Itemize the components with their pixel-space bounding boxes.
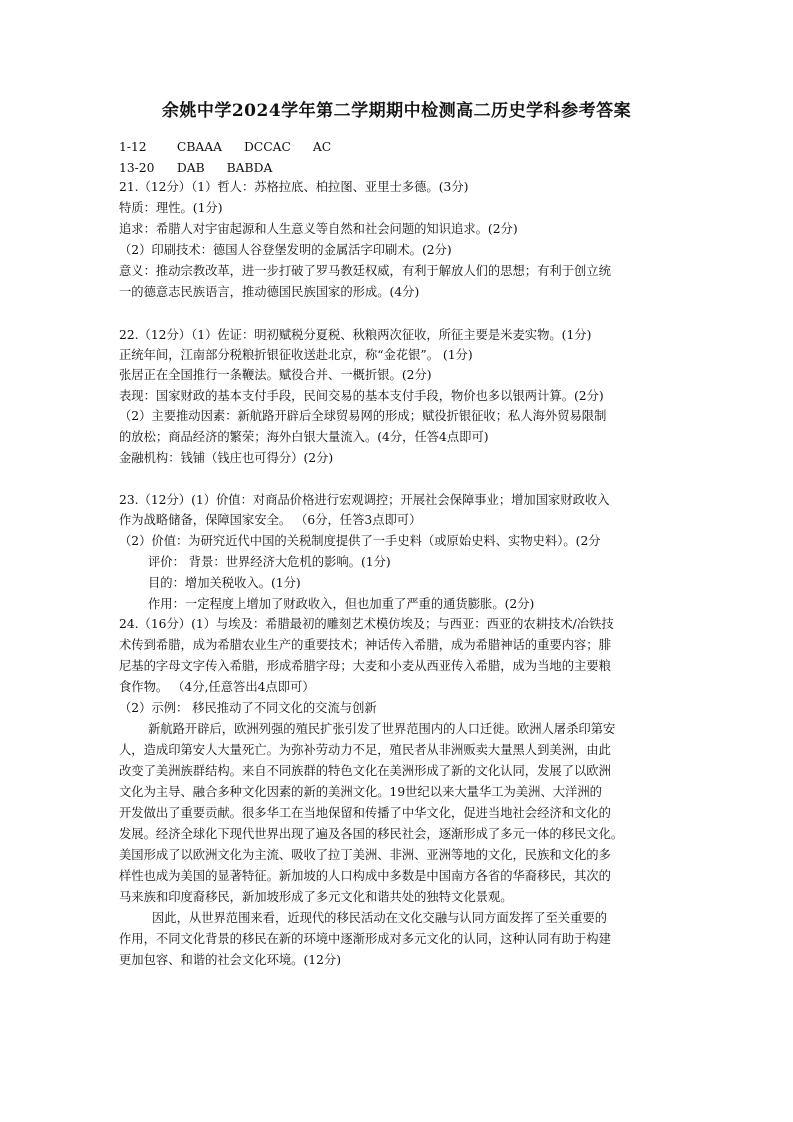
q22-line: 正统年间，江南部分税粮折银征收送赴北京，称“金花银”。 (1分) xyxy=(119,348,473,362)
answer-range: 13-20 xyxy=(119,161,155,175)
q23-line: 目的：增加关税收入。(1分) xyxy=(148,576,301,590)
q21-line: 追求：希腊人对宇宙起源和人生意义等自然和社会问题的知识追求。(2分) xyxy=(119,222,518,236)
q24-line: 24.（16分）(1）与埃及：希腊最初的雕刻艺术模仿埃及；与西亚：西亚的农耕技术/冶铁技 xyxy=(119,617,614,631)
answer-group: CBAAA xyxy=(176,140,223,154)
answer-row-13-20 xyxy=(119,160,290,177)
q24-line: 改变了美洲族群结构。来自不同族群的特色文化在美洲形成了新的文化认同，发展了以欧洲 xyxy=(119,764,611,778)
q24-line: 人，造成印第安人大量死亡。为弥补劳动力不足，殖民者从非洲贩卖大量黑人到美洲，由此 xyxy=(119,743,611,757)
q23-line: 作为战略储备，保障国家安全。 （6分，任答3点即可） xyxy=(119,513,422,527)
answer-group: AC xyxy=(312,140,332,154)
q24-line: 新航路开辟后，欧洲列强的殖民扩张引发了世界范围内的人口迁徙。欧洲人屠杀印第安 xyxy=(148,722,616,736)
page-title: 余姚中学2024学年第二学期期中检测高二历史学科参考答案 xyxy=(161,101,632,121)
q21-line: 21.（12分）（1）哲人：苏格拉底、柏拉图、亚里士多德。(3分) xyxy=(119,180,469,194)
q23-line: 作用：一定程度上增加了财政收入，但也加重了严重的通货膨胀。(2分) xyxy=(148,597,535,611)
answer-group: BABDA xyxy=(226,161,273,175)
q22-line: （2）主要推动因素：新航路开辟后全球贸易网的形成；赋役折银征收；私人海外贸易限制 xyxy=(119,409,607,423)
q22-line: 表现：国家财政的基本支付手段，民间交易的基本支付手段，物价也多以银两计算。(2分) xyxy=(119,389,604,403)
q21-line: 一的德意志民族语言，推动德国民族国家的形成。(4分) xyxy=(119,285,420,299)
answer-group: DCCAC xyxy=(243,140,291,154)
q24-line: 马来族和印度裔移民，新加坡形成了多元文化和谐共处的独特文化景观。 xyxy=(119,890,513,904)
q24-line: 因此，从世界范围来看，近现代的移民活动在文化交融与认同方面发挥了至关重要的 xyxy=(152,911,607,925)
q24-line: 食作物。 （4分,任意答出4点即可） xyxy=(119,680,315,694)
q24-line: （2）示例： 移民推动了不同文化的交流与创新 xyxy=(119,701,377,715)
answer-row-1-12 xyxy=(119,139,349,156)
answer-range: 1-12 xyxy=(119,140,147,154)
q24-line: 尼基的字母文字传入希腊，形成希腊字母；大麦和小麦从西亚传入希腊，成为当地的主要粮 xyxy=(119,659,611,673)
q24-line: 开发做出了重要贡献。很多华工在当地保留和传播了中华文化，促进当地社会经济和文化的 xyxy=(119,806,611,820)
q21-line: （2）印刷技术：德国人谷登堡发明的金属活字印刷术。(2分) xyxy=(119,243,452,257)
q24-line: 文化为主导、融合多种文化因素的新的美洲文化。19世纪以来大量华工为美洲、大洋洲的 xyxy=(119,785,602,799)
q24-line: 术传到希腊，成为希腊农业生产的重要技术；神话传入希腊，成为希腊神话的重要内容；腓 xyxy=(119,638,611,652)
q22-line: 的放松；商品经济的繁荣；海外白银大量流入。(4分，任答4点即可) xyxy=(119,430,489,444)
answer-group: DAB xyxy=(176,161,205,175)
q21-line: 特质：理性。(1分) xyxy=(119,201,223,215)
q21-line: 意义：推动宗教改革，进一步打破了罗马教廷权威，有利于解放人们的思想；有利于创立统 xyxy=(119,264,611,278)
q23-line: 评价： 背景：世界经济大危机的影响。(1分) xyxy=(148,555,391,569)
q24-line: 样性也成为美国的显著特征。新加坡的人口构成中多数是中国南方各省的华裔移民，其次的 xyxy=(119,869,611,883)
q22-line: 22.（12分）（1）佐证：明初赋税分夏税、秋粮两次征收，所征主要是米麦实物。(1分) xyxy=(119,328,592,342)
q24-line: 美国形成了以欧洲文化为主流、吸收了拉丁美洲、非洲、亚洲等地的文化，民族和文化的多 xyxy=(119,848,611,862)
q24-line: 更加包容、和谐的社会文化环境。(12分) xyxy=(119,953,341,967)
q24-line: 作用，不同文化背景的移民在新的环境中逐渐形成对多元文化的认同，这种认同有助于构建 xyxy=(119,932,611,946)
q22-line: 张居正在全国推行一条鞭法。赋役合并、一概折银。(2分) xyxy=(119,368,432,382)
q23-line: 23.（12分）(1）价值：对商品价格进行宏观调控；开展社会保障事业；增加国家财政收入 xyxy=(119,493,610,507)
q23-line: （2）价值：为研究近代中国的关税制度提供了一手史料（或原始史料、实物史料）。(2分 xyxy=(119,534,601,548)
q22-line: 金融机构：钱铺（钱庄也可得分）(2分) xyxy=(119,451,334,465)
q24-line: 发展。经济全球化下现代世界出现了遍及各国的移民社会，逐渐形成了多元一体的移民文化。 xyxy=(119,827,624,841)
